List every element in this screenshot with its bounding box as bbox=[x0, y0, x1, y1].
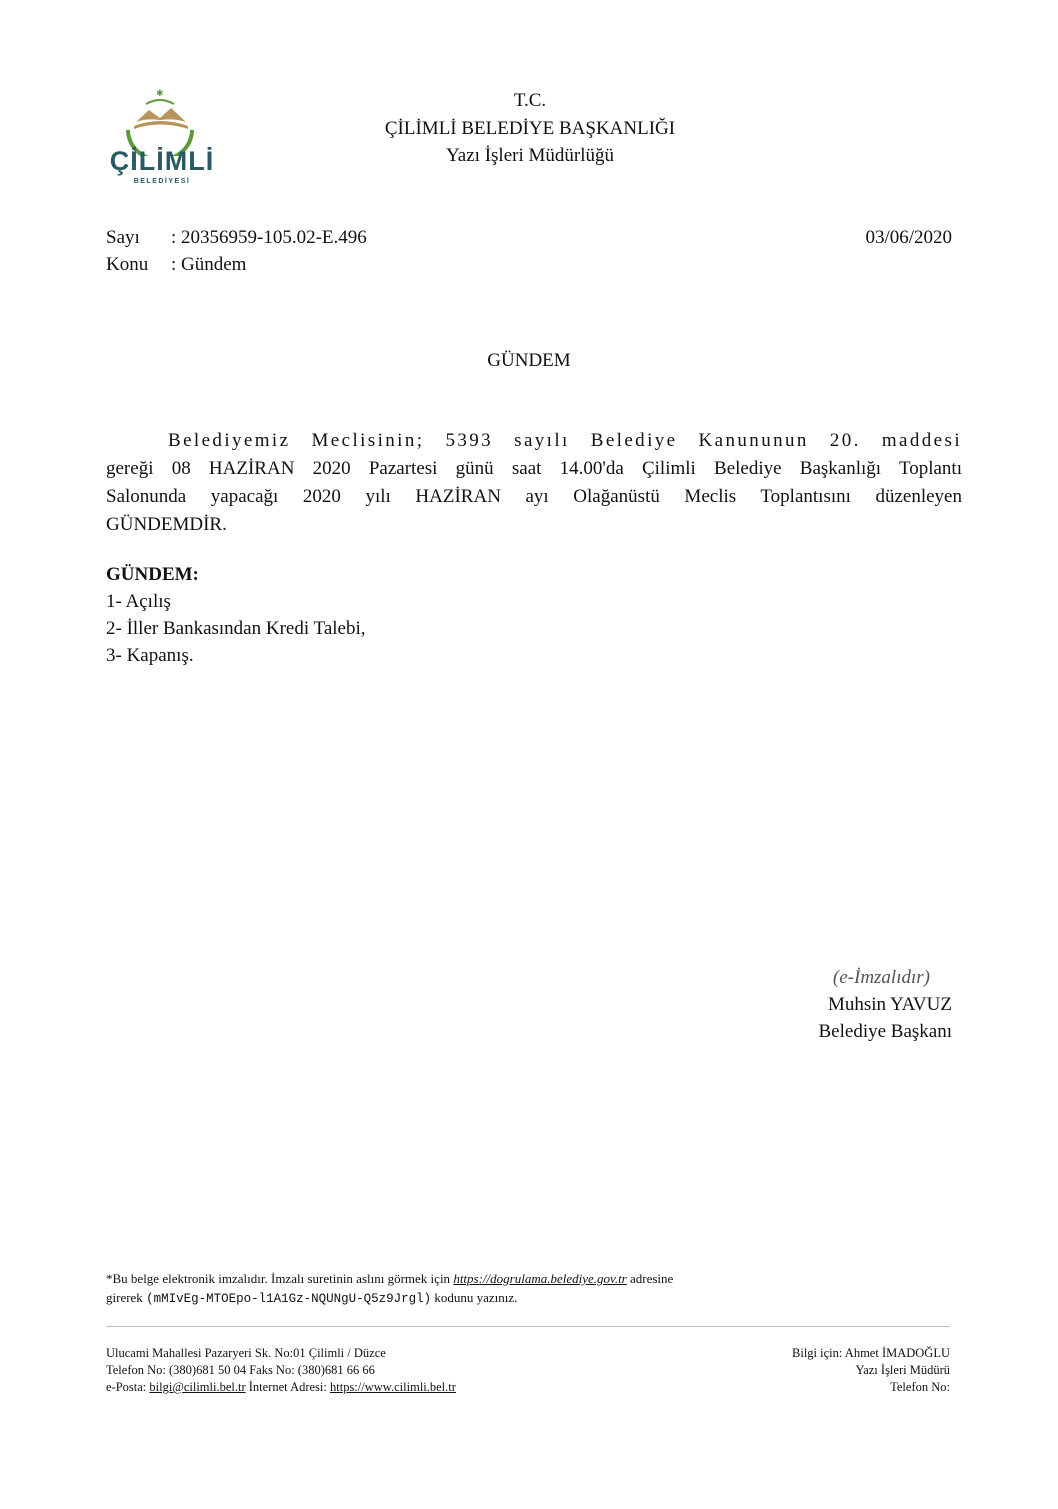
body-line-3: Salonunda yapacağı 2020 yılı HAZİRAN ayı Olağanüstü Meclis Toplantısını düzenleyen bbox=[106, 486, 962, 507]
letterhead-institution: ÇİLİMLİ BELEDİYE BAŞKANLIĞI bbox=[384, 118, 676, 139]
footer-web-label: İnternet Adresi: bbox=[245, 1380, 330, 1394]
body-line-2: gereği 08 HAZİRAN 2020 Pazartesi günü saat 14.00'da Çilimli Belediye Başkanlığı Toplantı bbox=[106, 458, 962, 479]
signatory-name: Muhsin YAVUZ bbox=[827, 994, 952, 1015]
footer-divider bbox=[106, 1326, 950, 1327]
signatory-title: Belediye Başkanı bbox=[818, 1021, 952, 1042]
verification-link[interactable]: https://dogrulama.belediye.gov.tr bbox=[453, 1271, 627, 1286]
e-signature-note: (e-İmzalıdır) bbox=[832, 967, 930, 988]
footer-email-label: e-Posta: bbox=[106, 1380, 150, 1394]
agenda-item: 1- Açılış bbox=[106, 591, 171, 612]
konu-value: : Gündem bbox=[171, 254, 247, 275]
logo-subtitle: BELEDİYESİ bbox=[133, 178, 191, 185]
agenda-heading: GÜNDEM: bbox=[106, 564, 199, 585]
verification-text: kodunu yazınız. bbox=[431, 1290, 518, 1305]
sayi-label: Sayı bbox=[106, 227, 140, 248]
municipality-logo bbox=[104, 86, 216, 192]
agenda-item: 3- Kapanış. bbox=[106, 645, 194, 666]
sayi-value: : 20356959-105.02-E.496 bbox=[171, 227, 367, 248]
agenda-item: 2- İller Bankasından Kredi Talebi, bbox=[106, 618, 366, 639]
verification-code: (mMIvEg-MTOEpo-l1A1Gz-NQUNgU-Q5z9Jrgl) bbox=[146, 1292, 432, 1306]
footer-info bbox=[792, 1345, 950, 1396]
verification-text: girerek bbox=[106, 1290, 147, 1305]
agenda-list bbox=[106, 561, 366, 669]
document-date: 03/06/2020 bbox=[865, 227, 952, 248]
footer-info-title: Yazı İşleri Müdürü bbox=[855, 1363, 950, 1377]
konu-label: Konu bbox=[106, 254, 149, 275]
body-line-1: Belediyemiz Meclisinin; 5393 sayılı Belediye Kanununun 20. maddesi bbox=[168, 430, 962, 451]
footer-phone: Telefon No: (380)681 50 04 Faks No: (380)681 66 66 bbox=[106, 1363, 375, 1377]
letterhead-department: Yazı İşleri Müdürlüğü bbox=[445, 145, 614, 166]
logo-wordmark: ÇİLİMLİ bbox=[109, 146, 215, 176]
footer-web-link[interactable]: https://www.cilimli.bel.tr bbox=[330, 1380, 456, 1394]
verification-note bbox=[106, 1269, 956, 1309]
signature-block bbox=[819, 964, 953, 1045]
footer-info-contact: Bilgi için: Ahmet İMADOĞLU bbox=[792, 1346, 950, 1360]
svg-text:✱: ✱ bbox=[156, 89, 164, 99]
verification-text: *Bu belge elektronik imzalıdır. İmzalı suretinin aslını görmek için bbox=[106, 1271, 454, 1286]
document-title: GÜNDEM bbox=[487, 350, 571, 371]
footer-email-link[interactable]: bilgi@cilimli.bel.tr bbox=[149, 1380, 246, 1394]
letterhead-tc: T.C. bbox=[513, 90, 547, 111]
verification-text: adresine bbox=[626, 1271, 674, 1286]
body-line-4: GÜNDEMDİR. bbox=[106, 514, 227, 535]
footer-contact bbox=[106, 1345, 456, 1396]
footer-address: Ulucami Mahallesi Pazaryeri Sk. No:01 Çilimli / Düzce bbox=[106, 1346, 386, 1360]
footer-info-phone: Telefon No: bbox=[890, 1380, 950, 1394]
body-paragraph bbox=[106, 427, 962, 539]
